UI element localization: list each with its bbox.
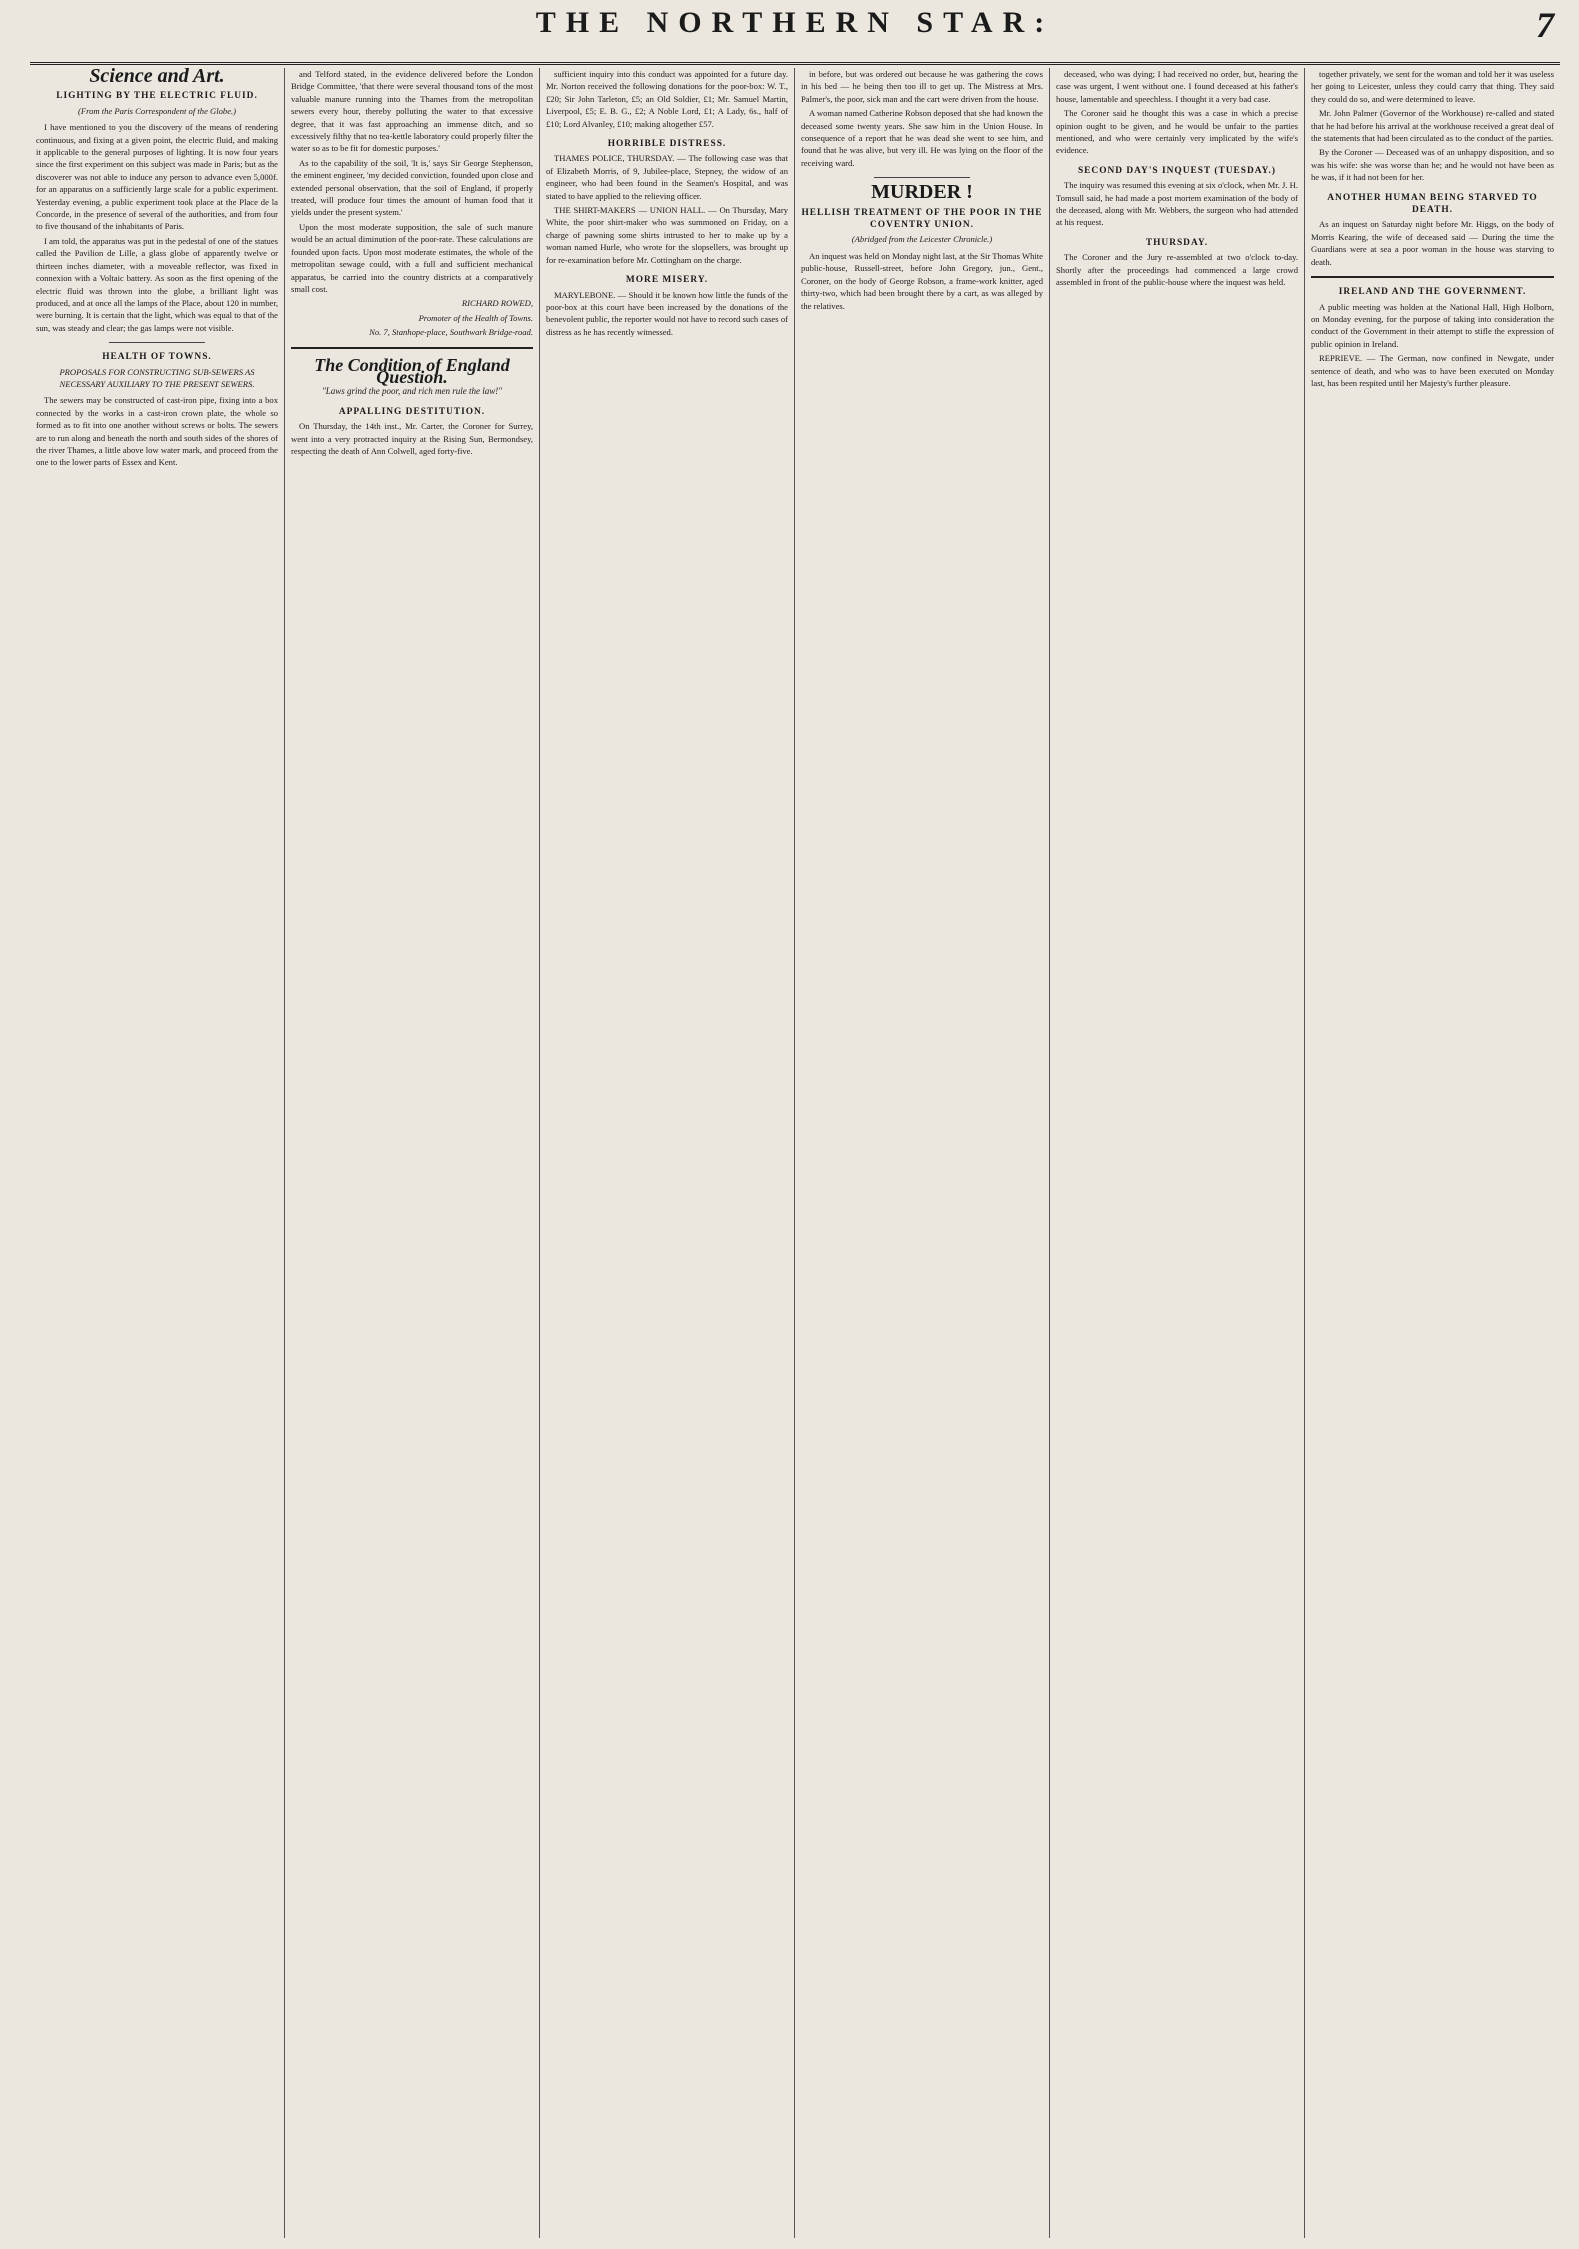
- article-paragraph: sufficient inquiry into this conduct was appointed for a future day. Mr. Norton received the following donations for the poor-box: W. T., £20; Sir John Tarleton, £5; an Old Soldier, £1; Mr. Samuel Martin, Liverpool, £5; E. B. G., £2; A Noble Lord, £1; A Lady, 6s., half of £10; Lord Alvanley, £10; making altogether £57.: [546, 69, 788, 129]
- article-paragraph: As an inquest on Saturday night before Mr. Higgs, on the body of Morris Kearing, the wife of deceased said — During the time the Guardians were at sea a poor woman in the house was starving to death.: [1311, 219, 1554, 267]
- article-heading: HEALTH OF TOWNS.: [102, 352, 212, 363]
- article-paragraph: I have mentioned to you the discovery of the means of rendering continuous, and fixing at a given point, the electric fluid, and making it applicable to the general purposes of lighting. It is now four years since the first experiment on this subject was made in Paris; but as the discoverer was not able to induce any person to advance even 5,000f. for an apparatus on a sufficiently large scale for a public experiment. Yesterday evening, a public experiment took place at the Place de la Concorde, in the presence of several of the authorities, and from four to five thousand of the inhabitants of Paris.: [36, 122, 278, 232]
- article-heading: ANOTHER HUMAN BEING STARVED TO DEATH.: [1327, 192, 1538, 216]
- article-paragraph: MARYLEBONE. — Should it be known how little the funds of the poor-box at this court have been increased by the donations of the benevolent public, the reporter would not have to record such cases of distress as he has recently witnessed.: [546, 289, 788, 337]
- article-subheading: PROPOSALS FOR CONSTRUCTING SUB-SEWERS AS NECESSARY AUXILIARY TO THE PRESENT SEWERS.: [59, 366, 255, 389]
- divider: [109, 342, 206, 343]
- article-paragraph: together privately, we sent for the woman and told her it was useless her going to Leicester, unless they could carry that thing. They said they could do so, and were determined to leave.: [1311, 69, 1554, 104]
- article-paragraph: As to the capability of the soil, 'It is,' says Sir George Stephenson, the eminent engineer, 'my decided conviction, founded upon close and extended personal observation, that the soil of England, if properly treated, will produce four times the amount of human food that it yields under the present system.': [291, 157, 533, 218]
- article-heading: HELLISH TREATMENT OF THE POOR IN THE COVENTRY UNION.: [801, 207, 1043, 231]
- article-paragraph: An inquest was held on Monday night last, at the Sir Thomas White public-house, Russell-street, before John Gregory, jun., Gent., Coroner, on the body of George Robson, a frame-work knitter, aged thirty-two, which had been brought there by a cart, as was alleged by the relatives.: [801, 250, 1043, 311]
- divider: [291, 347, 533, 349]
- article-paragraph: and Telford stated, in the evidence delivered before the London Bridge Committee, 'that there were several thousand tons of the most valuable manure running into the Thames from the metropolitan sewers every hour, thereby polluting the water to that excessive degree, that it was fast approaching an immense ditch, and so excessively filthy that no tea-kettle laboratory could properly filter the water so as to be fit for domestic purposes.': [291, 69, 533, 154]
- article-paragraph: A public meeting was holden at the National Hall, High Holborn, on Monday evening, for the purpose of taking into consideration the conduct of the Government in their attempt to stifle the expression of public opinion in Ireland.: [1311, 301, 1554, 349]
- column-5: [1050, 68, 1305, 2238]
- article-heading: HORRIBLE DISTRESS.: [607, 139, 727, 150]
- article-paragraph: REPRIEVE. — The German, now confined in Newgate, under sentence of death, and who was to have been executed on Monday last, has been respited until her Majesty's further pleasure.: [1311, 353, 1554, 388]
- article-heading: APPALLING DESTITUTION.: [338, 406, 486, 417]
- signature-name: RICHARD ROWED,: [461, 298, 533, 309]
- article-heading: THURSDAY.: [1145, 237, 1209, 248]
- column-4: [795, 68, 1050, 2238]
- divider: [1311, 276, 1554, 278]
- article-paragraph: The sewers may be constructed of cast-iron pipe, fixing into a box connected by the works in a cast-iron crown plate, the whole so formed as to fit into one another without screws or bolts. The sewers are to run along and beneath the north and south sides of the shores of the river Thames, a little above low water mark, and proceed from the one to the lower parts of Essex and Kent.: [36, 395, 278, 468]
- masthead: [30, 0, 1560, 65]
- column-3: [540, 68, 795, 2238]
- article-paragraph: A woman named Catherine Robson deposed that she had known the deceased some twenty years. She saw him in the Union House. In consequence of a report that he was dead she went to see him, and found that he was alive, but very ill. He was lying on the floor of the receiving ward.: [801, 108, 1043, 168]
- column-2: [285, 68, 540, 2238]
- divider: [874, 177, 971, 178]
- article-paragraph: Upon the most moderate supposition, the sale of such manure would be an actual diminution of the poor-rate. These calculations are founded upon facts. Upon most moderate estimates, the whole of the metropolitan sewage could, with a full and sufficient mechanical apparatus, be carried into the country districts at a comparatively small cost.: [291, 221, 533, 294]
- article-heading: SECOND DAY'S INQUEST (TUESDAY.): [1077, 165, 1277, 176]
- article-heading: LIGHTING BY THE ELECTRIC FLUID.: [56, 91, 258, 102]
- article-heading-murder: MURDER !: [871, 181, 973, 204]
- signature-address: No. 7, Stanhope-place, Southwark Bridge-road.: [369, 327, 533, 338]
- section-epigraph: "Laws grind the poor, and rich men rule the law!": [321, 386, 503, 397]
- newspaper-title: THE NORTHERN STAR:: [535, 6, 1055, 39]
- article-heading: MORE MISERY.: [625, 275, 709, 286]
- article-heading-ireland: IRELAND AND THE GOVERNMENT.: [1338, 287, 1527, 298]
- section-heading-science: Science and Art.: [89, 68, 225, 87]
- article-paragraph: On Thursday, the 14th inst., Mr. Carter, the Coroner for Surrey, went into a very protracted inquiry at the Rising Sun, Bermondsey, respecting the death of Ann Colwell, aged forty-five.: [291, 421, 533, 456]
- signature-title: Promoter of the Health of Towns.: [418, 312, 533, 323]
- article-paragraph: deceased, who was dying; I had received no order, but, hearing the case was urgent, I went without one. I found deceased at his father's house, lamentable and speechless. I thought it a very bad case.: [1056, 69, 1298, 104]
- column-6: [1305, 68, 1560, 2238]
- article-paragraph: The Coroner and the Jury re-assembled at two o'clock to-day. Shortly after the proceedings had commenced a large crowd assembled in front of the public-house where the inquest was held.: [1056, 252, 1298, 288]
- article-paragraph: I am told, the apparatus was put in the pedestal of one of the statues called the Pavilion de Lille, a glass globe of apparently twelve or thirteen inches diameter, with a moveable reflector, was fixed in connexion with a Voltaic battery. As soon as the first opening of the electric fluid was thrown into the globe, a brilliant light was produced, and at once all the lamps of the Place, about 120 in number, were burning. It is certain that the light, which was equal to that of the sun, was steady and clear; the gas lamps were not visible.: [36, 235, 278, 333]
- article-source: (Abridged from the Leicester Chronicle.): [851, 234, 993, 245]
- article-paragraph: in before, but was ordered out because he was gathering the cows in his bed — he being then too ill to get up. The Mistress at Mrs. Palmer's, the poor, sick man and the cart were driven from the house.: [801, 69, 1043, 104]
- article-source: (From the Paris Correspondent of the Globe.): [77, 105, 237, 116]
- article-paragraph: THAMES POLICE, THURSDAY. — The following case was that of Elizabeth Morris, of 9, Jubilee-place, Stepney, the widow of an engineer, who had been found in the Seamen's Hospital, and was stated to have applied to the relieving officer.: [546, 153, 788, 201]
- page-number: 7: [1536, 5, 1554, 45]
- article-paragraph: The Coroner said he thought this was a case in which a precise opinion ought to be given, and he would be unfair to the parties mentioned, and who were certainly very implicated by the wife's evidence.: [1056, 108, 1298, 156]
- column-1: [30, 68, 285, 2238]
- column-area: [30, 68, 1560, 2238]
- article-paragraph: THE SHIRT-MAKERS — UNION HALL. — On Thursday, Mary White, the poor shirt-maker who was summoned on Friday, on a charge of pawning some shirts intrusted to her to make up by a woman named Hurle, who wrote for the slopsellers, was brought up for re-examination before Mr. Cottingham on the charge.: [546, 205, 788, 265]
- article-paragraph: The inquiry was resumed this evening at six o'clock, when Mr. J. H. Tomsull said, he had made a post mortem examination of the body of the deceased, along with Mr. Webbers, the surgeon who had attended at his request.: [1056, 180, 1298, 228]
- section-heading-condition: The Condition of England Question.: [314, 354, 510, 387]
- article-paragraph: By the Coroner — Deceased was of an unhappy disposition, and so was his wife: she was worse than he; and he would not have been as he was, if it had not been for her.: [1311, 147, 1554, 183]
- article-paragraph: Mr. John Palmer (Governor of the Workhouse) re-called and stated that he had before his arrival at the workhouse received a great deal of the statements that had been circulated as to the conduct of the parties.: [1311, 108, 1554, 144]
